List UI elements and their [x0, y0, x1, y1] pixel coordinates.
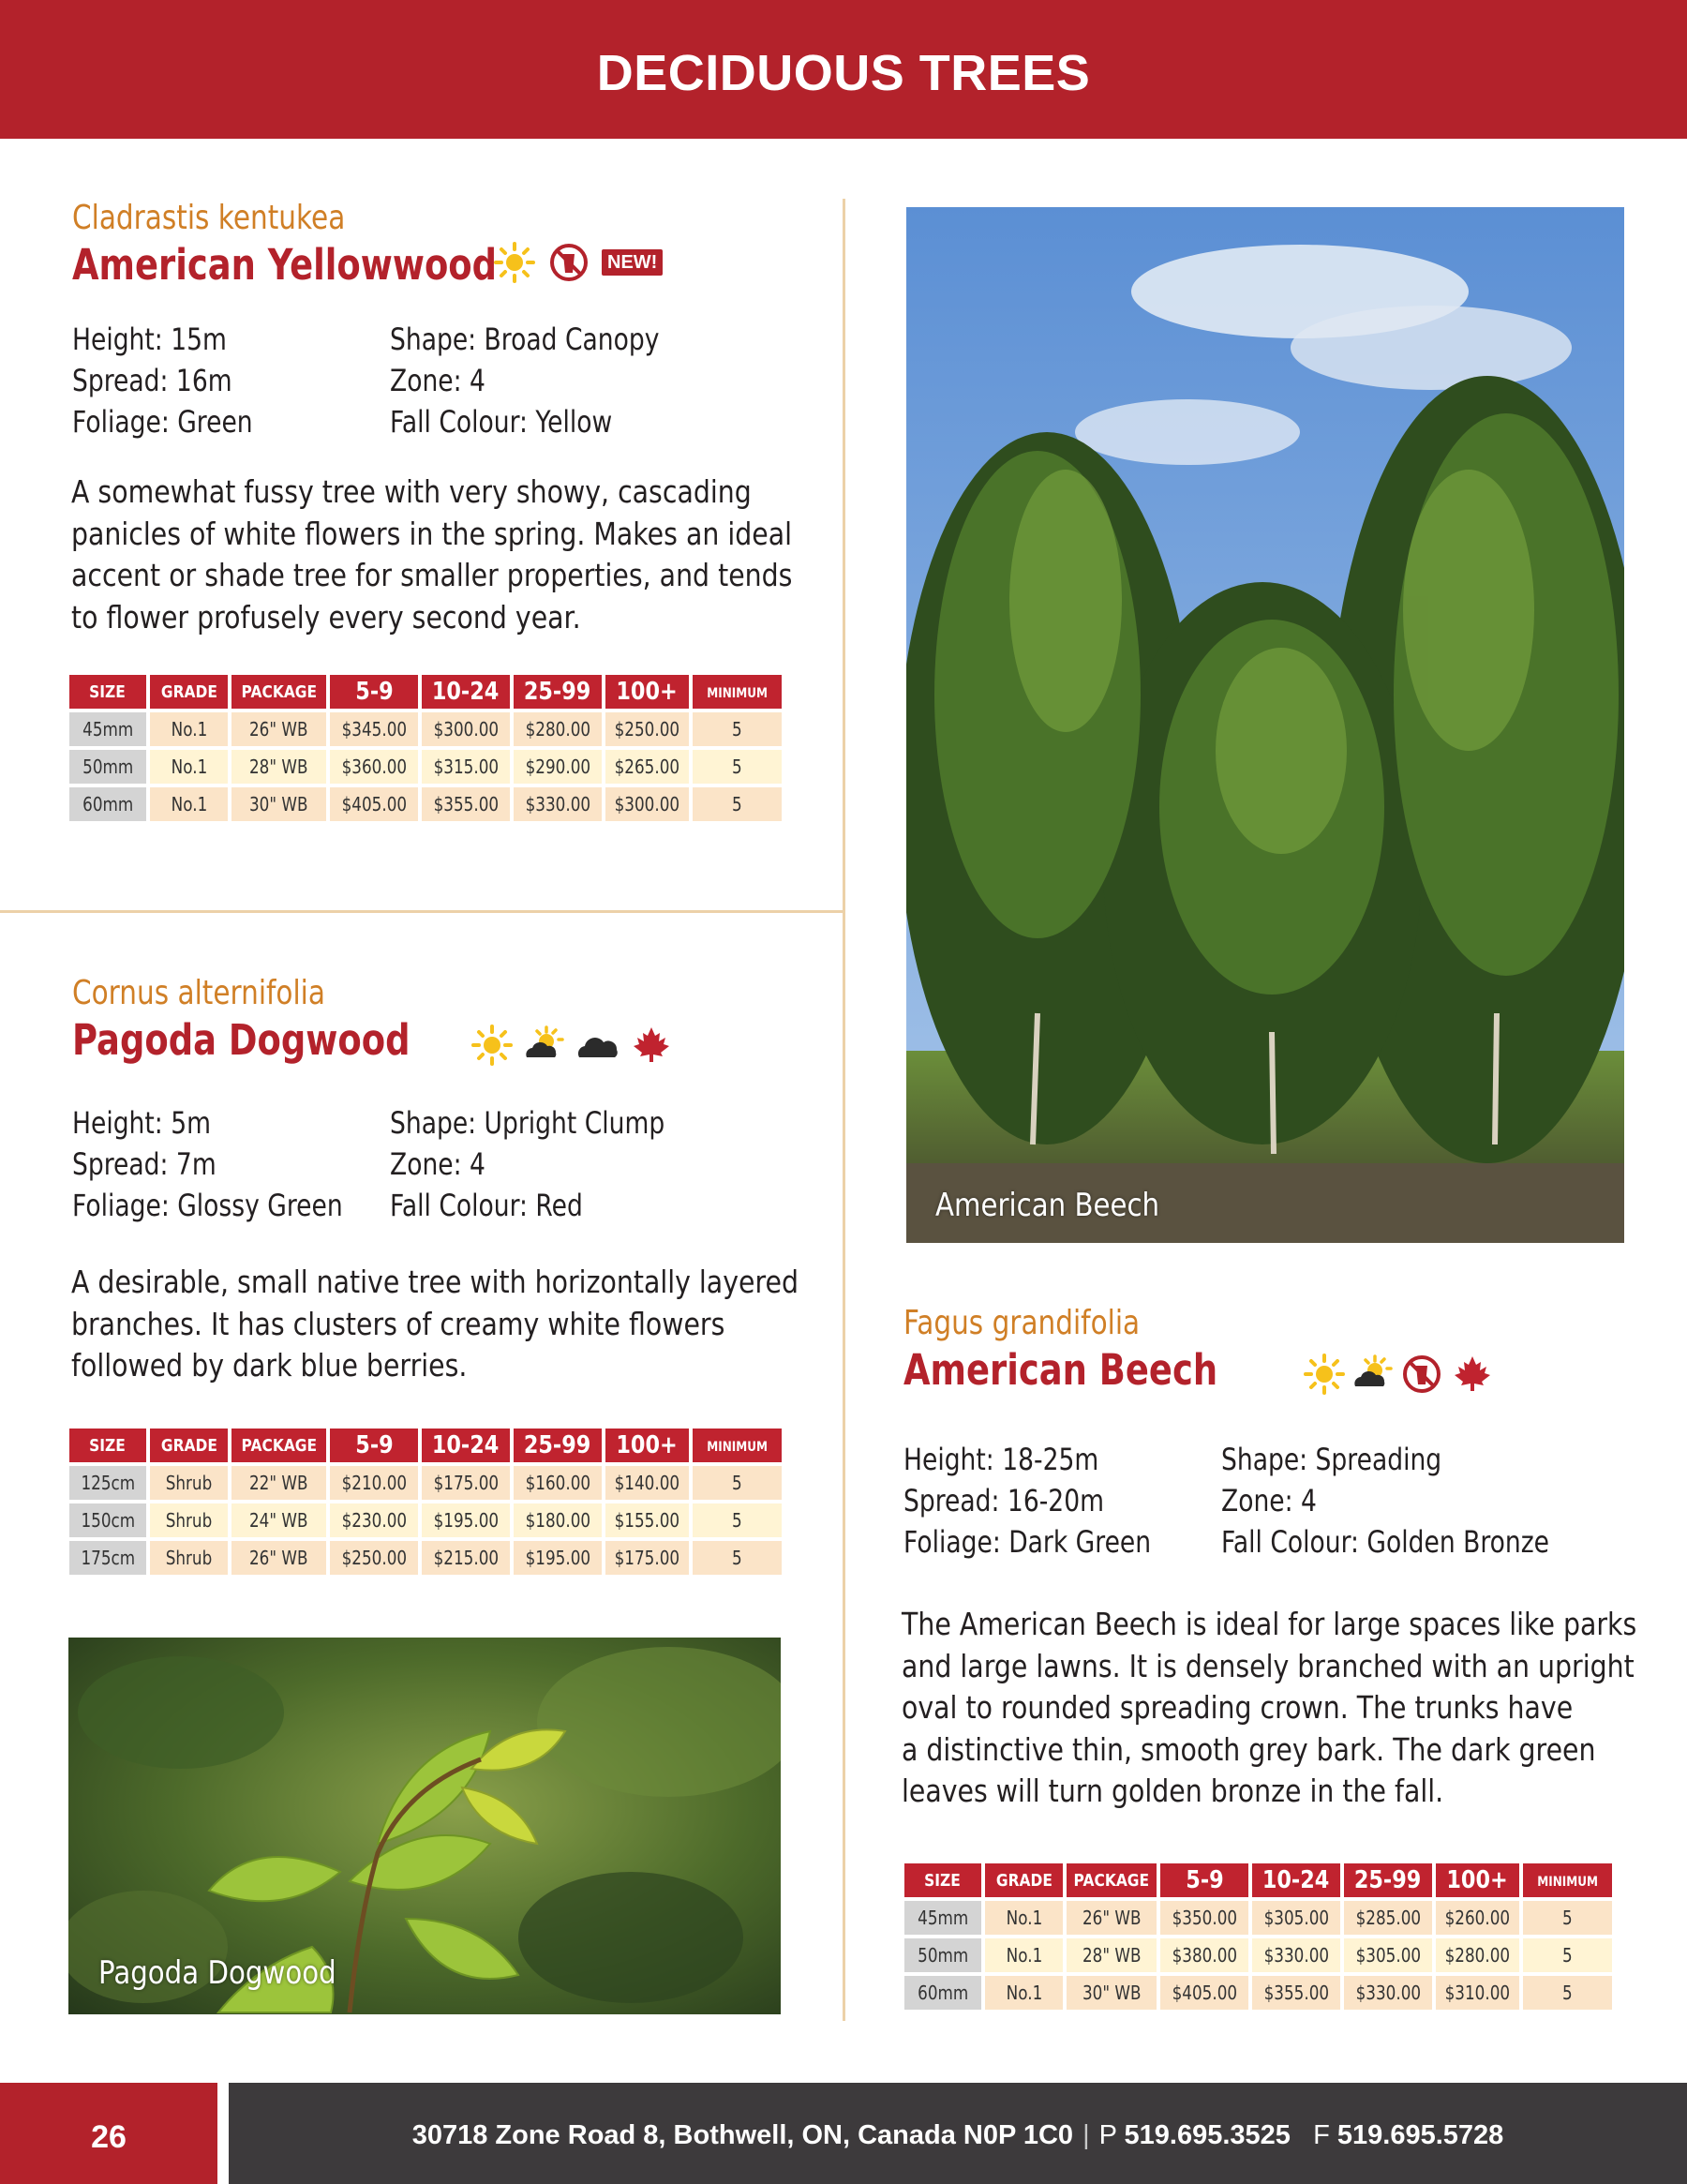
shade-icon: [575, 1024, 622, 1067]
description: [71, 1262, 799, 1387]
no-salt-icon: [547, 241, 590, 284]
common-name: American Yellowwood: [72, 240, 498, 290]
col-header-qty-5-9: 5-9: [1160, 1863, 1248, 1897]
cell-price: $230.00: [330, 1503, 418, 1537]
spec-fall-colour: Fall Colour: Red: [390, 1188, 583, 1223]
description-line: The American Beech is ideal for large spaces like parks: [902, 1606, 1637, 1642]
spec-zone: Zone: 4: [1221, 1483, 1317, 1518]
cell-package: 28" WB: [1067, 1938, 1157, 1972]
cell-price: $405.00: [1160, 1976, 1248, 2010]
cell-price: $305.00: [1344, 1938, 1432, 1972]
cell-price: $195.00: [514, 1541, 602, 1575]
new-badge: NEW!: [602, 249, 663, 276]
full-sun-icon: [470, 1024, 514, 1067]
cell-size: 50mm: [904, 1938, 981, 1972]
description-line: A somewhat fussy tree with very showy, cascading: [71, 473, 752, 510]
cell-minimum: 5: [693, 1503, 782, 1537]
cell-price: $305.00: [1252, 1901, 1340, 1935]
cell-price: $350.00: [1160, 1901, 1248, 1935]
spec-fall-colour: Fall Colour: Golden Bronze: [1221, 1524, 1550, 1560]
cell-minimum: 5: [693, 787, 782, 821]
cell-price: $280.00: [514, 712, 602, 746]
cell-grade: No.1: [150, 750, 228, 784]
cell-size: 175cm: [69, 1541, 146, 1575]
spec-foliage: Foliage: Green: [72, 404, 253, 440]
cell-price: $300.00: [422, 712, 510, 746]
latin-name: Fagus grandifolia: [903, 1304, 1141, 1342]
footer-contact: [229, 2083, 1687, 2184]
spec-height: Height: 5m: [72, 1105, 211, 1141]
cell-minimum: 5: [693, 1466, 782, 1500]
footer-phone: 519.695.3525: [1124, 2120, 1291, 2150]
col-header-qty-5-9: 5-9: [330, 1429, 418, 1462]
part-sun-icon: [1350, 1353, 1393, 1396]
table-row: [69, 1503, 782, 1537]
section-divider: [0, 910, 844, 913]
cell-price: $355.00: [1252, 1976, 1340, 2010]
full-sun-icon: [1303, 1353, 1346, 1396]
col-header-grade: GRADE: [150, 1429, 228, 1462]
cell-package: 26" WB: [231, 712, 326, 746]
cell-price: $160.00: [514, 1466, 602, 1500]
cell-package: 30" WB: [1067, 1976, 1157, 2010]
footer-separator: |: [1082, 2120, 1090, 2150]
col-header-minimum: MINIMUM: [693, 675, 782, 709]
spec-fall-colour: Fall Colour: Yellow: [390, 404, 613, 440]
cell-price: $260.00: [1436, 1901, 1519, 1935]
col-header-qty-100-plus: 100+: [1436, 1863, 1519, 1897]
cell-minimum: 5: [693, 750, 782, 784]
footer-fax: 519.695.5728: [1336, 2120, 1504, 2150]
cell-package: 30" WB: [231, 787, 326, 821]
latin-name: Cornus alternifolia: [72, 974, 325, 1012]
cell-package: 24" WB: [231, 1503, 326, 1537]
spec-zone: Zone: 4: [390, 1146, 485, 1182]
cell-size: 60mm: [904, 1976, 981, 2010]
col-header-minimum: MINIMUM: [693, 1429, 782, 1462]
footer-address: 30718 Zone Road 8, Bothwell, ON, Canada N0P 1C0: [411, 2120, 1074, 2150]
fax-label: F: [1313, 2120, 1330, 2150]
cell-size: 125cm: [69, 1466, 146, 1500]
col-header-qty-100-plus: 100+: [605, 1429, 689, 1462]
american-beech-photo: [906, 207, 1624, 1243]
cell-price: $330.00: [1344, 1976, 1432, 2010]
cell-price: $360.00: [330, 750, 418, 784]
cell-grade: No.1: [985, 1901, 1063, 1935]
col-header-minimum: MINIMUM: [1523, 1863, 1612, 1897]
col-header-grade: GRADE: [985, 1863, 1063, 1897]
no-salt-icon: [1400, 1353, 1443, 1396]
description-line: panicles of white flowers in the spring. Makes an ideal: [71, 515, 792, 552]
plant-icons: [493, 241, 663, 284]
cell-price: $265.00: [605, 750, 689, 784]
description-line: and large lawns. It is densely branched with an upright: [902, 1647, 1635, 1684]
col-header-qty-10-24: 10-24: [1252, 1863, 1340, 1897]
spec-spread: Spread: 7m: [72, 1146, 216, 1182]
cell-price: $250.00: [605, 712, 689, 746]
cell-price: $180.00: [514, 1503, 602, 1537]
description-line: branches. It has clusters of creamy white flowers: [71, 1305, 725, 1342]
cell-price: $210.00: [330, 1466, 418, 1500]
cell-price: $155.00: [605, 1503, 689, 1537]
cell-price: $310.00: [1436, 1976, 1519, 2010]
col-header-package: PACKAGE: [1067, 1863, 1157, 1897]
table-row: [904, 1976, 1612, 2010]
spec-zone: Zone: 4: [390, 363, 485, 398]
table-header-row: [904, 1863, 1612, 1897]
table-row: [904, 1938, 1612, 1972]
col-header-qty-5-9: 5-9: [330, 675, 418, 709]
col-header-qty-100-plus: 100+: [605, 675, 689, 709]
spec-spread: Spread: 16m: [72, 363, 232, 398]
col-header-qty-10-24: 10-24: [422, 1429, 510, 1462]
cell-price: $330.00: [514, 787, 602, 821]
cell-minimum: 5: [1523, 1938, 1612, 1972]
plant-icons: [470, 1024, 673, 1067]
photo-caption: Pagoda Dogwood: [98, 1954, 336, 1992]
cell-grade: No.1: [985, 1976, 1063, 2010]
description-line: A desirable, small native tree with horizontally layered: [71, 1264, 799, 1300]
cell-package: 26" WB: [231, 1541, 326, 1575]
col-header-qty-25-99: 25-99: [514, 675, 602, 709]
cell-minimum: 5: [693, 712, 782, 746]
col-header-qty-10-24: 10-24: [422, 675, 510, 709]
table-row: [69, 750, 782, 784]
col-header-package: PACKAGE: [231, 675, 326, 709]
cell-price: $315.00: [422, 750, 510, 784]
col-header-qty-25-99: 25-99: [514, 1429, 602, 1462]
cell-price: $355.00: [422, 787, 510, 821]
page-number: 26: [91, 2119, 127, 2155]
cell-grade: Shrub: [150, 1466, 228, 1500]
spec-spread: Spread: 16-20m: [903, 1483, 1104, 1518]
table-header-row: [69, 675, 782, 709]
cell-price: $280.00: [1436, 1938, 1519, 1972]
table-row: [69, 1541, 782, 1575]
cell-package: 22" WB: [231, 1466, 326, 1500]
cell-minimum: 5: [1523, 1976, 1612, 2010]
description-line: oval to rounded spreading crown. The trunks have: [902, 1689, 1574, 1726]
cell-price: $215.00: [422, 1541, 510, 1575]
cell-grade: Shrub: [150, 1503, 228, 1537]
spec-foliage: Foliage: Dark Green: [903, 1524, 1152, 1560]
cell-price: $345.00: [330, 712, 418, 746]
price-table: [66, 671, 785, 825]
cell-price: $380.00: [1160, 1938, 1248, 1972]
col-header-size: SIZE: [69, 675, 146, 709]
cell-price: $195.00: [422, 1503, 510, 1537]
cell-price: $175.00: [605, 1541, 689, 1575]
photo-caption: American Beech: [935, 1187, 1160, 1224]
spec-shape: Shape: Upright Clump: [390, 1105, 665, 1141]
description: [902, 1604, 1636, 1813]
fall-colour-icon: [1451, 1353, 1494, 1396]
spec-shape: Shape: Broad Canopy: [390, 322, 660, 357]
full-sun-icon: [493, 241, 536, 284]
table-row: [69, 787, 782, 821]
cell-grade: No.1: [150, 787, 228, 821]
cell-price: $140.00: [605, 1466, 689, 1500]
cell-size: 150cm: [69, 1503, 146, 1537]
cell-grade: Shrub: [150, 1541, 228, 1575]
col-header-size: SIZE: [69, 1429, 146, 1462]
table-row: [904, 1901, 1612, 1935]
price-table: [901, 1860, 1616, 2013]
cell-size: 45mm: [904, 1901, 981, 1935]
col-header-package: PACKAGE: [231, 1429, 326, 1462]
spec-height: Height: 15m: [72, 322, 227, 357]
cell-size: 50mm: [69, 750, 146, 784]
col-header-size: SIZE: [904, 1863, 981, 1897]
common-name: Pagoda Dogwood: [72, 1015, 411, 1065]
cell-price: $290.00: [514, 750, 602, 784]
cell-minimum: 5: [693, 1541, 782, 1575]
table-row: [69, 712, 782, 746]
description-line: to flower profusely every second year.: [71, 598, 581, 636]
part-sun-icon: [521, 1024, 564, 1067]
cell-package: 26" WB: [1067, 1901, 1157, 1935]
plant-icons: [1303, 1353, 1494, 1396]
cell-price: $405.00: [330, 787, 418, 821]
cell-minimum: 5: [1523, 1901, 1612, 1935]
table-header-row: [69, 1429, 782, 1462]
spec-foliage: Foliage: Glossy Green: [72, 1188, 343, 1223]
spec-height: Height: 18-25m: [903, 1442, 1099, 1477]
page-title: DECIDUOUS TREES: [596, 45, 1091, 101]
cell-price: $285.00: [1344, 1901, 1432, 1935]
cell-size: 45mm: [69, 712, 146, 746]
description-line: followed by dark blue berries.: [71, 1347, 468, 1384]
phone-label: P: [1098, 2120, 1117, 2150]
description-line: a distinctive thin, smooth grey bark. The dark green: [902, 1730, 1596, 1768]
table-row: [69, 1466, 782, 1500]
cell-price: $330.00: [1252, 1938, 1340, 1972]
cell-size: 60mm: [69, 787, 146, 821]
common-name: American Beech: [903, 1345, 1218, 1395]
description-line: leaves will turn golden bronze in the fall.: [902, 1773, 1444, 1809]
cell-grade: No.1: [985, 1938, 1063, 1972]
cell-price: $175.00: [422, 1466, 510, 1500]
col-header-qty-25-99: 25-99: [1344, 1863, 1432, 1897]
description: [71, 471, 792, 638]
spec-shape: Shape: Spreading: [1221, 1442, 1442, 1477]
cell-grade: No.1: [150, 712, 228, 746]
fall-colour-icon: [630, 1024, 673, 1067]
cell-price: $300.00: [605, 787, 689, 821]
price-table: [66, 1425, 785, 1578]
col-header-grade: GRADE: [150, 675, 228, 709]
description-line: accent or shade tree for smaller properties, and tends: [71, 557, 793, 593]
latin-name: Cladrastis kentukea: [72, 199, 346, 237]
cell-package: 28" WB: [231, 750, 326, 784]
column-divider: [843, 199, 845, 2021]
cell-price: $250.00: [330, 1541, 418, 1575]
